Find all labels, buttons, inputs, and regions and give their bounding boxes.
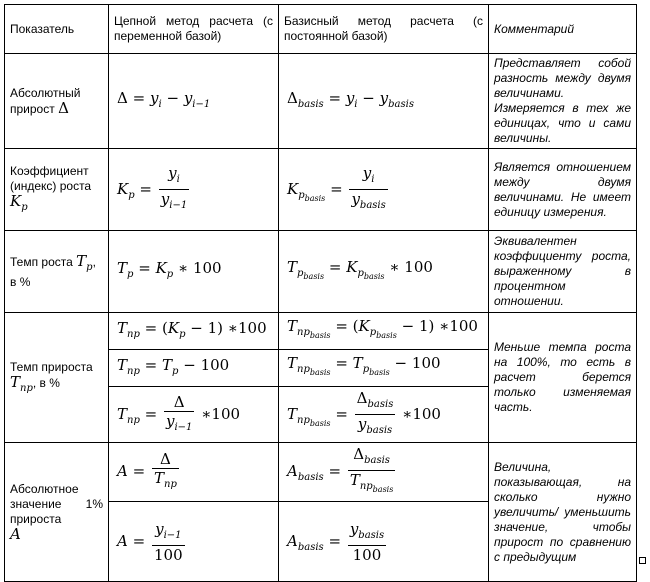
header-basis-method-text: Базисный метод расчета (с постоянной базой) [284, 14, 483, 43]
formula-basis-abs-value-1: $A_{basis}$ = $\frac{\Delta_{basis}}{T_{np_{basis}}}$ [279, 443, 489, 502]
formula-chain-gain-rate-1: $T_{np} = (K_p - 1)$ ∗100 [109, 313, 279, 350]
label-absolute-growth-symbol: Δ [58, 98, 69, 117]
label-gain-rate: Темп прироста $T_{np}$, в % [5, 313, 109, 443]
label-growth-rate: Темп роста $T_p$, в % [5, 231, 109, 313]
formula-chain-abs-value-1: A = $\frac{\Delta}{T_{np}}$ [109, 443, 279, 502]
row-absolute-growth [5, 54, 637, 149]
formula-basis-abs-growth: $\Delta_{basis} = y_i - y_{basis}$ [279, 54, 489, 149]
formula-basis-gain-rate-2: $T_{np_{basis}} = T_{p_{basis}} - 100$ [279, 350, 489, 387]
row-gain-rate-1 [5, 313, 637, 350]
resize-handle[interactable] [639, 557, 646, 564]
header-row [5, 5, 637, 54]
formula-chain-abs-value-2: A = $\frac{y_{i-1}}{100}$ [109, 502, 279, 582]
label-absolute-growth [5, 54, 109, 149]
formula-chain-gain-rate-2: $T_{np} = T_p - 100$ [109, 350, 279, 387]
row-abs-value-1 [5, 443, 637, 502]
formula-chain-gain-rate-3: $T_{np}$ = $\frac{\Delta}{y_{i-1}}$ ∗100 [109, 387, 279, 443]
row-growth-rate [5, 231, 637, 313]
comment-abs-value: Величина, показывающая, на сколько нужно увеличить/ уменьшить значение, чтобы прирост по сравнению с предыдущим [489, 443, 637, 582]
label-growth-coefficient-text: Коэффициент (индекс) роста [10, 164, 92, 193]
formula-basis-coefficient: $K_{p_{basis}}$ = $\frac{y_i}{y_{basis}}$ [279, 149, 489, 231]
formula-basis-abs-value-2: $A_{basis}$ = $\frac{y_{basis}}{100}$ [279, 502, 489, 582]
formula-chain-abs-growth: $\Delta = y_i - y_{i-1}$ [109, 54, 279, 149]
label-abs-value-text: Абсолютное значение 1% прироста [10, 481, 103, 526]
comment-growth-rate: Эквивалентен коэффициенту роста, выраженному в процентном отношении. [489, 231, 637, 313]
label-growth-coefficient-symbol: $K_p$ [10, 192, 28, 213]
header-chain-method [109, 5, 279, 54]
label-growth-coefficient [5, 149, 109, 231]
formula-chain-coefficient: $K_p$ = $\frac{y_i}{y_{i-1}}$ [109, 149, 279, 231]
label-growth-rate-suffix: , в % [10, 254, 96, 289]
label-absolute-growth-text: Абсолютный прирост [10, 85, 81, 116]
formula-chain-growth-rate: $T_p = K_p$ ∗ 100 [109, 231, 279, 313]
formula-basis-gain-rate-1: $T_{np_{basis}} = (K_{p_{basis}} - 1)$ ∗100 [279, 313, 489, 350]
label-gain-rate-text: Темп прироста [10, 359, 93, 374]
header-comment [489, 5, 637, 54]
comment-gain-rate: Меньше темпа роста на 100%, то есть в расчет берется только изменяемая часть. [489, 313, 637, 443]
label-gain-rate-suffix: , в % [32, 375, 60, 390]
header-indicator: Показатель [5, 5, 109, 54]
row-growth-coefficient [5, 149, 637, 231]
label-abs-value: Абсолютное значение 1% прироста A [5, 443, 109, 582]
header-comment-text: Комментарий [494, 21, 575, 36]
label-growth-rate-text: Темп роста [10, 254, 73, 269]
comment-growth-coefficient: Является отношением между двумя величинами. Не имеет единицу измерения. [489, 149, 637, 231]
comparison-table [4, 4, 637, 582]
formula-basis-growth-rate: $T_{p_{basis}} = K_{p_{basis}}$ ∗ 100 [279, 231, 489, 313]
formula-basis-gain-rate-3: $T_{np_{basis}}$ = $\frac{\Delta_{basis}}{y_{basis}}$ ∗100 [279, 387, 489, 443]
header-basis-method [279, 5, 489, 54]
comment-absolute-growth: Представляет собой разность между двумя величинами. Измеряется в тех же единицах, что и сами величины. [489, 54, 637, 149]
header-chain-method-text: Цепной метод расчета (с переменной базой) [114, 14, 273, 43]
